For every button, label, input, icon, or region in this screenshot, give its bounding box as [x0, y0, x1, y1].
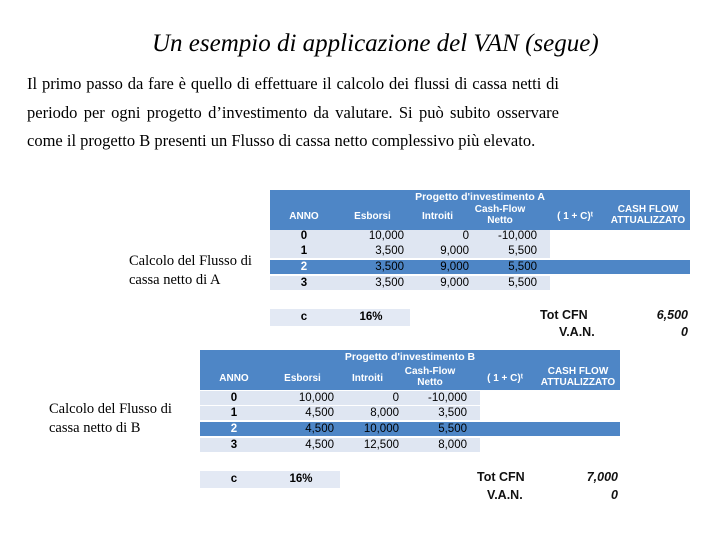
slide-title: Un esempio di applicazione del VAN (segue) [152, 30, 599, 57]
tot-cfn-value: 6,500 [656, 308, 688, 322]
col-header-discount-factor: ( 1 + C)ᵗ [487, 373, 523, 384]
cell-introiti: 10,000 [363, 423, 399, 435]
cell-cashflow: 3,500 [438, 407, 467, 419]
cell-esborsi: 3,500 [375, 261, 404, 273]
cell-cashflow: 5,500 [438, 423, 467, 435]
discount-rate-value: 16% [359, 311, 383, 323]
intro-paragraph: Il primo passo da fare è quello di effettuare il calcolo dei flussi di cassa netti di periodo per ogni progetto d’investimento da valutare. Si può subito osservare come il progetto B presenti un Flusso di cassa netto complessivo più elevato. [27, 74, 559, 150]
cell-esborsi: 4,500 [305, 423, 334, 435]
cell-anno: 3 [300, 277, 308, 289]
cell-anno: 3 [230, 439, 238, 451]
col-header-cashflow: Cash-Flow Netto [474, 204, 526, 226]
spreadsheet-project-b [200, 350, 620, 505]
cell-introiti: 8,000 [370, 407, 399, 419]
cell-esborsi: 10,000 [368, 230, 404, 242]
table-title: Progetto d'investimento A [415, 191, 545, 203]
cell-esborsi: 3,500 [375, 245, 404, 257]
caption-table-b: Calcolo del Flusso di cassa netto di B [49, 401, 172, 436]
tot-cfn-label: Tot CFN [540, 308, 588, 322]
van-value: 0 [611, 488, 618, 502]
cell-introiti: 9,000 [440, 277, 469, 289]
cell-cashflow: 5,500 [508, 277, 537, 289]
cell-anno: 0 [230, 392, 238, 404]
col-header-introiti: Introiti [351, 373, 384, 384]
cell-introiti: 12,500 [363, 439, 399, 451]
spreadsheet-project-a [270, 190, 690, 345]
col-header-cashflow: Cash-Flow Netto [404, 366, 456, 388]
cell-introiti: 9,000 [440, 245, 469, 257]
cell-anno: 2 [230, 423, 238, 435]
caption-table-a: Calcolo del Flusso di cassa netto di A [129, 253, 252, 288]
cell-anno: 1 [300, 245, 308, 257]
cell-anno: 0 [300, 230, 308, 242]
cell-cashflow: -10,000 [497, 230, 537, 242]
col-header-cashflow-attualizzato: CASH FLOW ATTUALIZZATO [610, 204, 686, 226]
col-header-anno: ANNO [219, 373, 249, 384]
cell-anno: 2 [300, 261, 308, 273]
tot-cfn-value: 7,000 [586, 470, 618, 484]
col-header-cashflow-attualizzato: CASH FLOW ATTUALIZZATO [540, 366, 616, 388]
cell-cashflow: 5,500 [508, 245, 537, 257]
van-label: V.A.N. [559, 325, 595, 339]
tot-cfn-label: Tot CFN [477, 470, 525, 484]
col-header-anno: ANNO [289, 211, 319, 222]
cell-introiti: 9,000 [440, 261, 469, 273]
discount-rate-label: c [300, 311, 308, 323]
cell-cashflow: -10,000 [427, 392, 467, 404]
cell-esborsi: 4,500 [305, 407, 334, 419]
cell-anno: 1 [230, 407, 238, 419]
cell-esborsi: 3,500 [375, 277, 404, 289]
col-header-discount-factor: ( 1 + C)ᵗ [557, 211, 593, 222]
van-label: V.A.N. [487, 488, 523, 502]
cell-introiti: 0 [392, 392, 399, 404]
cell-esborsi: 4,500 [305, 439, 334, 451]
discount-rate-label: c [230, 473, 238, 485]
van-value: 0 [681, 325, 688, 339]
discount-rate-value: 16% [289, 473, 313, 485]
table-title: Progetto d'investimento B [344, 351, 476, 363]
cell-esborsi: 10,000 [298, 392, 334, 404]
cell-cashflow: 8,000 [438, 439, 467, 451]
col-header-esborsi: Esborsi [284, 373, 321, 384]
cell-cashflow: 5,500 [508, 261, 537, 273]
col-header-introiti: Introiti [421, 211, 454, 222]
cell-introiti: 0 [462, 230, 469, 242]
col-header-esborsi: Esborsi [354, 211, 391, 222]
